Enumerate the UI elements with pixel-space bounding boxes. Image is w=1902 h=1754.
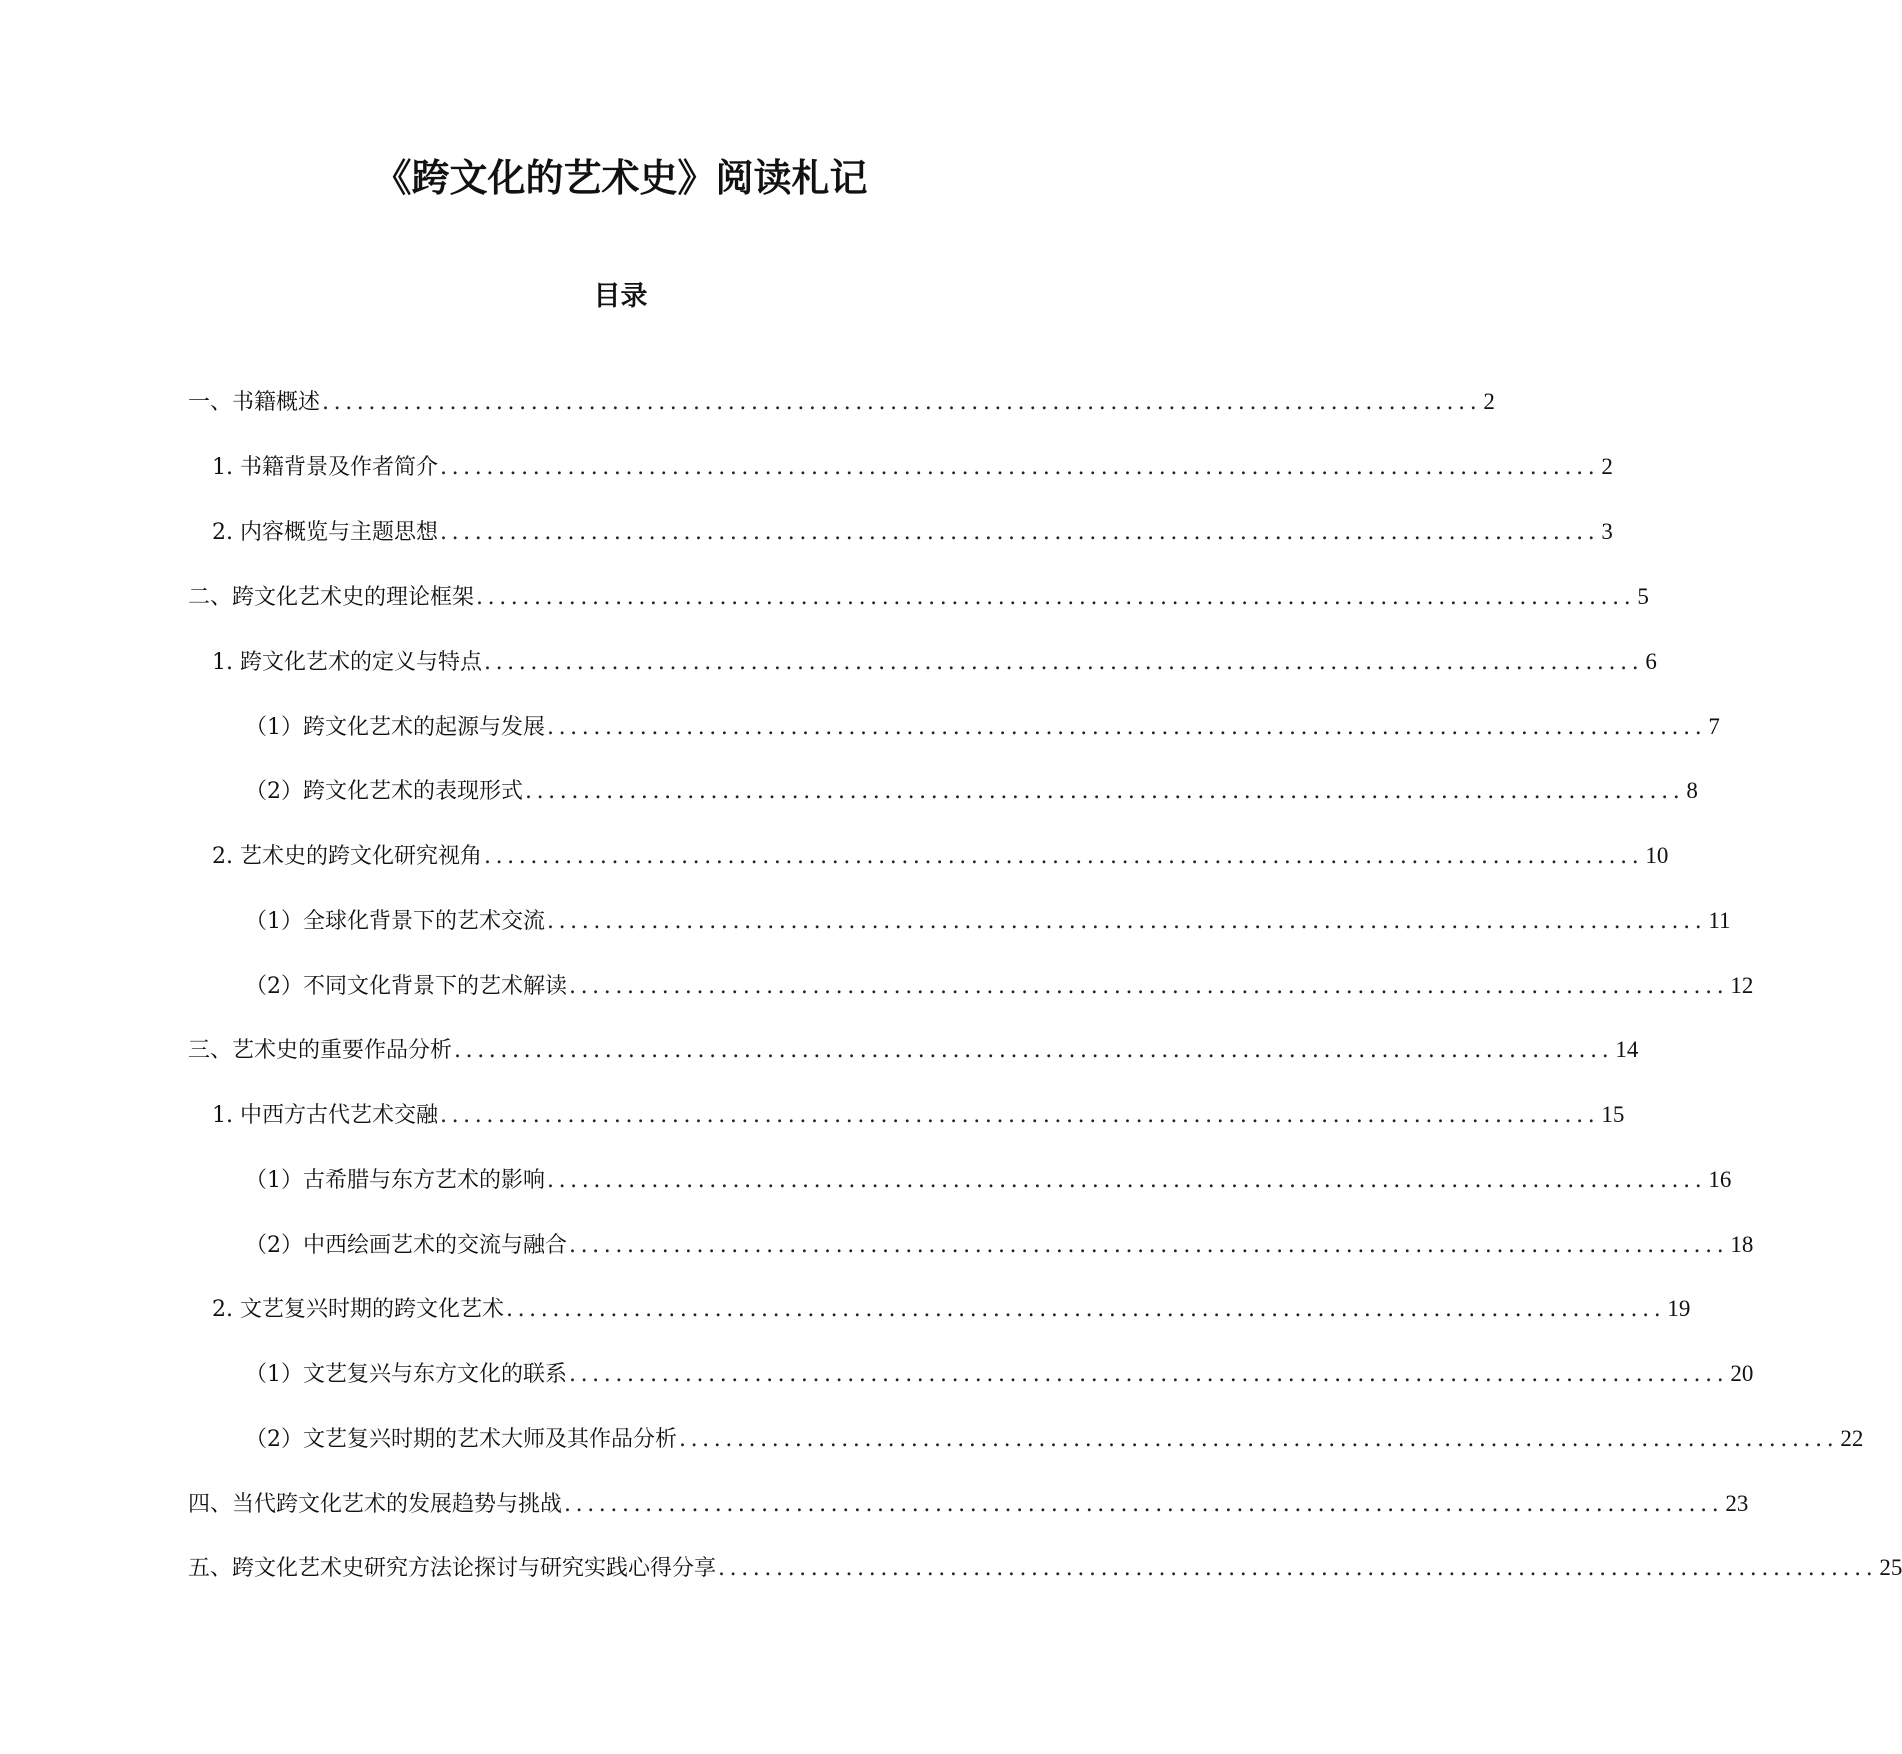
toc-entry-page: 7 (1708, 714, 1720, 739)
toc-entry-label: （1）古希腊与东方艺术的影响 (245, 1168, 545, 1193)
toc-entry[interactable] (245, 1356, 1754, 1392)
toc-dot-leader: .................................................................................................... (547, 1168, 1707, 1193)
toc-dot-leader: .................................................................................................... (569, 1362, 1729, 1387)
toc-entry-page: 22 (1840, 1426, 1864, 1451)
toc-dot-leader: .................................................................................................... (547, 715, 1707, 740)
toc-entry[interactable] (188, 384, 1495, 420)
toc-entry[interactable] (212, 449, 1613, 485)
toc-dot-leader: .................................................................................................... (505, 1297, 1666, 1322)
toc-entry[interactable] (188, 1032, 1639, 1068)
toc-entry-page: 5 (1637, 584, 1649, 609)
toc-dot-leader: .................................................................................................... (547, 909, 1707, 934)
toc-entry-label: 1. 中西方古代艺术交融 (212, 1103, 438, 1128)
toc-dot-leader: .................................................................................................... (476, 585, 1636, 610)
toc-dot-leader: .................................................................................................... (454, 1038, 1614, 1063)
toc-entry[interactable] (188, 579, 1649, 615)
toc-dot-leader: .................................................................................................... (679, 1427, 1839, 1452)
toc-entry-label: 1. 跨文化艺术的定义与特点 (212, 650, 482, 675)
toc-dot-leader: .................................................................................................... (483, 844, 1644, 869)
toc-entry[interactable] (188, 1550, 1902, 1586)
toc-dot-leader: .................................................................................................... (569, 974, 1729, 999)
toc-entry[interactable] (212, 1291, 1691, 1327)
toc-entry[interactable] (245, 773, 1698, 809)
toc-entry-label: 五、跨文化艺术史研究方法论探讨与研究实践心得分享 (188, 1556, 717, 1581)
toc-entry-page: 20 (1730, 1361, 1754, 1386)
toc-entry-page: 16 (1708, 1167, 1732, 1192)
toc-entry-label: （1）全球化背景下的艺术交流 (245, 909, 545, 934)
toc-entry[interactable] (212, 1097, 1625, 1133)
toc-entry[interactable] (245, 709, 1720, 745)
toc-dot-leader: .................................................................................................... (439, 520, 1600, 545)
toc-entry-label: 1. 书籍背景及作者简介 (212, 455, 438, 480)
toc-entry-page: 2 (1601, 454, 1613, 479)
toc-entry-label: （2）不同文化背景下的艺术解读 (245, 974, 567, 999)
toc-entry-label: 2. 艺术史的跨文化研究视角 (212, 844, 482, 869)
toc-entry-label: （1）跨文化艺术的起源与发展 (245, 715, 545, 740)
toc-entry[interactable] (212, 838, 1669, 874)
toc-entry-label: 三、艺术史的重要作品分析 (188, 1038, 453, 1063)
toc-entry-page: 3 (1601, 519, 1613, 544)
toc-dot-leader: .................................................................................................... (569, 1233, 1729, 1258)
toc-entry-label: 二、跨文化艺术史的理论框架 (188, 585, 475, 610)
toc-entry-page: 14 (1615, 1037, 1639, 1062)
toc-dot-leader: .................................................................................................... (718, 1556, 1878, 1581)
toc-entry-page: 15 (1601, 1102, 1625, 1127)
document-title: 《跨文化的艺术史》阅读札记 (373, 155, 868, 200)
toc-entry-page: 8 (1686, 778, 1698, 803)
toc-entry-page: 10 (1645, 843, 1669, 868)
toc-entry-page: 18 (1730, 1232, 1754, 1257)
toc-entry[interactable] (188, 1486, 1749, 1522)
toc-dot-leader: .................................................................................................... (564, 1492, 1724, 1517)
toc-entry-label: （1）文艺复兴与东方文化的联系 (245, 1362, 567, 1387)
toc-entry[interactable] (245, 968, 1754, 1004)
toc-dot-leader: .................................................................................................... (439, 455, 1600, 480)
toc-entry-label: （2）跨文化艺术的表现形式 (245, 779, 523, 804)
toc-entry[interactable] (245, 1162, 1732, 1198)
toc-entry-label: 一、书籍概述 (188, 390, 321, 415)
toc-entry-page: 2 (1483, 389, 1495, 414)
toc-dot-leader: .................................................................................................... (439, 1103, 1600, 1128)
toc-dot-leader: .................................................................................................... (525, 779, 1685, 804)
toc-entry[interactable] (212, 644, 1657, 680)
toc-entry[interactable] (245, 1421, 1864, 1457)
toc-entry-label: （2）中西绘画艺术的交流与融合 (245, 1233, 567, 1258)
toc-entry[interactable] (245, 1227, 1754, 1263)
toc-entry-page: 19 (1667, 1296, 1691, 1321)
toc-entry-page: 6 (1645, 649, 1657, 674)
toc-entry-label: （2）文艺复兴时期的艺术大师及其作品分析 (245, 1427, 677, 1452)
toc-entry[interactable] (212, 514, 1613, 550)
toc-dot-leader: .................................................................................................... (322, 390, 1482, 415)
toc-entry-page: 12 (1730, 973, 1754, 998)
toc-entry-label: 四、当代跨文化艺术的发展趋势与挑战 (188, 1492, 563, 1517)
toc-entry[interactable] (245, 903, 1731, 939)
toc-entry-label: 2. 内容概览与主题思想 (212, 520, 438, 545)
toc-entry-page: 11 (1708, 908, 1731, 933)
toc-entry-label: 2. 文艺复兴时期的跨文化艺术 (212, 1297, 504, 1322)
toc-entry-page: 23 (1725, 1491, 1749, 1516)
toc-heading: 目录 (593, 281, 648, 312)
toc-entry-page: 25 (1879, 1555, 1902, 1580)
toc-dot-leader: .................................................................................................... (483, 650, 1644, 675)
